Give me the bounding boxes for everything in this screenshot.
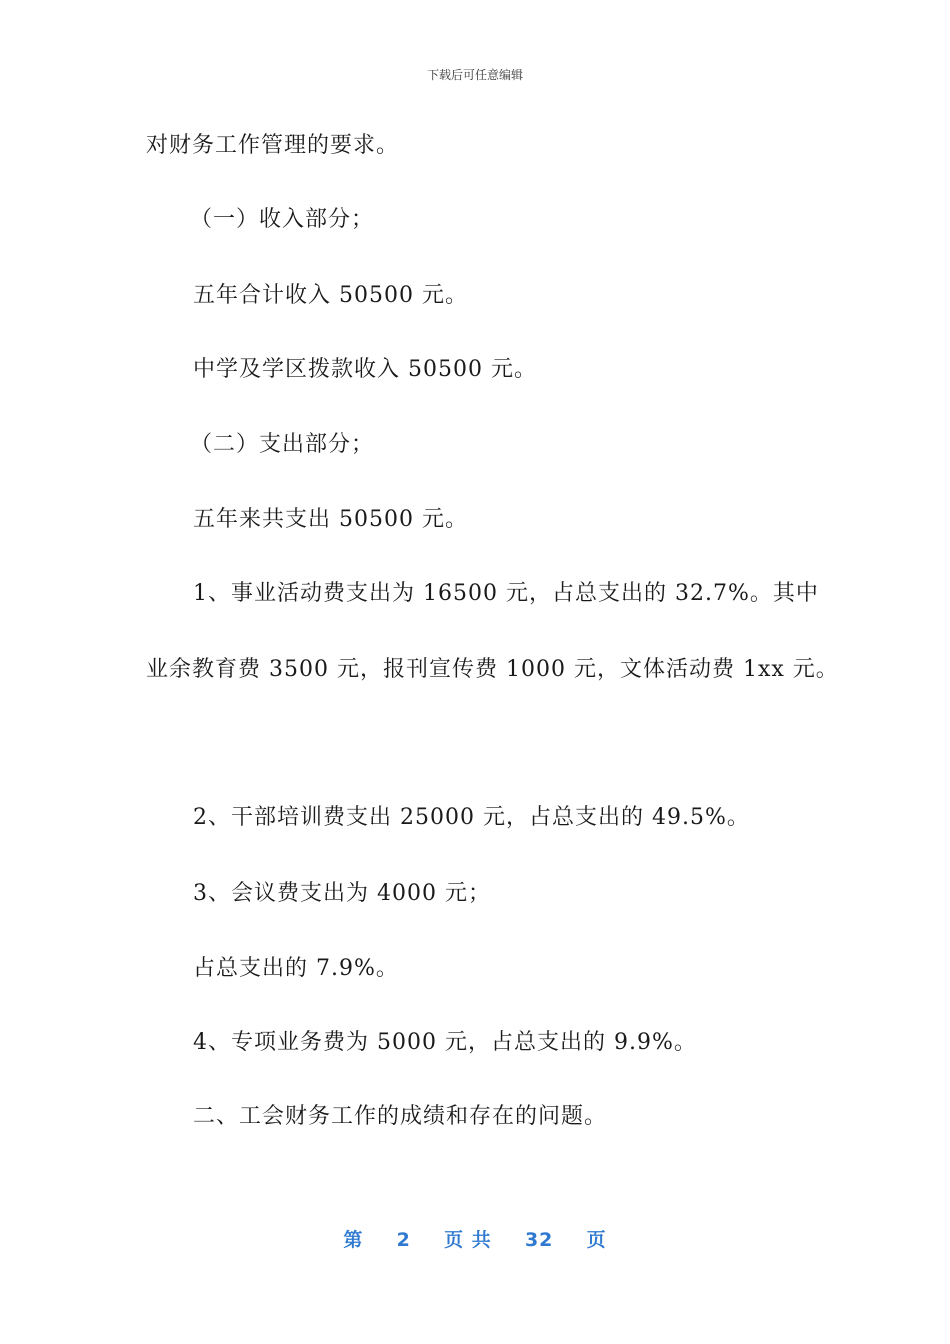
paragraph-line: 中学及学区拨款收入 50500 元。 <box>193 357 537 382</box>
page-header: 下载后可任意编辑 <box>426 68 523 82</box>
paragraph-line: 五年合计收入 50500 元。 <box>193 283 468 308</box>
paragraph-line: 2、干部培训费支出 25000 元，占总支出的 49.5%。 <box>193 805 750 830</box>
footer-middle: 页 共 <box>444 1229 492 1251</box>
paragraph-line: （一）收入部分； <box>190 207 375 232</box>
total-pages-number: 32 <box>524 1229 554 1251</box>
paragraph-line: 1、事业活动费支出为 16500 元，占总支出的 32.7%。其中 <box>193 581 819 606</box>
page-footer <box>0 1225 950 1252</box>
footer-prefix: 第 <box>343 1229 364 1251</box>
current-page-number: 2 <box>396 1229 411 1251</box>
paragraph-line: 占总支出的 7.9%。 <box>193 956 399 981</box>
paragraph-line: 4、专项业务费为 5000 元，占总支出的 9.9%。 <box>193 1030 697 1055</box>
paragraph-line: 二、工会财务工作的成绩和存在的问题。 <box>193 1104 608 1129</box>
paragraph-line: （二）支出部分； <box>190 432 375 457</box>
paragraph-line: 业余教育费 3500 元，报刊宣传费 1000 元，文体活动费 1xx 元。 <box>146 657 839 682</box>
paragraph-line: 3、会议费支出为 4000 元； <box>193 881 491 906</box>
footer-suffix: 页 <box>586 1229 607 1251</box>
paragraph-line: 对财务工作管理的要求。 <box>146 133 400 158</box>
paragraph-line: 五年来共支出 50500 元。 <box>193 507 468 532</box>
